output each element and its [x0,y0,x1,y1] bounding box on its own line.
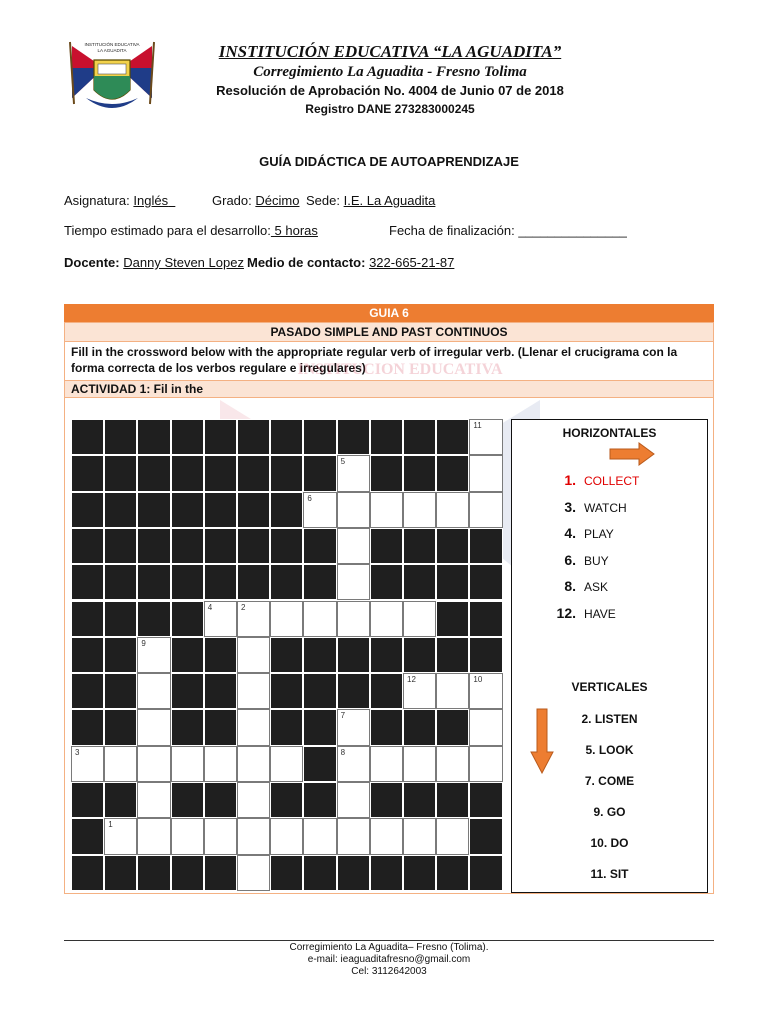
crossword-cell-blocked [171,855,204,891]
teacher-row [64,255,244,270]
clues-panel [511,419,708,893]
clue-number: 1 [108,820,113,830]
vertical-clue: 5. LOOK [585,743,634,757]
crossword-cell-blocked [436,419,469,455]
crossword-cell-blocked [237,564,270,600]
crossword-cell-blocked [71,709,104,745]
crossword-cell-blocked [337,419,370,455]
horizontal-clue [548,552,609,568]
vertical-clue: 7. COME [584,774,635,788]
crossword-cell-blank[interactable] [436,492,469,528]
crossword-cell-blank[interactable] [237,637,270,673]
crossword-cell-blocked [436,564,469,600]
vertical-clue: 10. DO [590,836,629,850]
crossword-cell-blocked [237,419,270,455]
crossword-cell-blocked [370,782,403,818]
time-value: 5 horas [274,223,318,238]
end-date-label: Fecha de finalización: [389,223,515,238]
crossword-cell-blocked [403,782,436,818]
arrow-right-icon [609,442,655,466]
crossword-cell-blank[interactable] [370,492,403,528]
end-date-row [389,223,627,238]
crossword-cell-blank[interactable] [237,818,270,854]
horizontal-clue [548,605,616,621]
crossword-cell-blocked [303,637,336,673]
crossword-cell-blocked [403,528,436,564]
subject-value: Inglés [133,193,169,208]
crossword-cell-blocked [204,492,237,528]
subject-label: Asignatura: [64,193,130,208]
crossword-cell-blocked [370,637,403,673]
crossword-cell-blocked [403,709,436,745]
crossword-cell-blocked [337,637,370,673]
crossword-cell-blocked [137,528,170,564]
clue-number: 7 [340,711,346,721]
site-row [306,193,435,208]
crossword-cell-blocked [370,455,403,491]
crossword-cell-blank[interactable] [337,528,370,564]
footer-divider [64,940,714,941]
crossword-cell-blocked [104,601,137,637]
grade-row [212,193,299,208]
clue-number: 11 [473,421,482,430]
crossword-cell-blank[interactable] [171,818,204,854]
clue-word: WATCH [584,500,627,515]
clue-number: 6 [307,493,312,503]
crossword-cell-blocked [469,528,502,564]
crossword-cell-blocked [171,528,204,564]
contact-row [247,255,454,270]
crossword-cell-blocked [403,419,436,455]
crossword-cell-blank[interactable] [337,746,370,782]
crossword-cell-blank[interactable] [71,746,104,782]
activity-label: ACTIVIDAD 1: Fil in the [64,380,714,398]
crossword-cell-blank[interactable] [237,601,270,637]
grade-value: Décimo [255,193,300,208]
crossword-cell-blank[interactable] [237,782,270,818]
crossword-cell-blocked [71,673,104,709]
crossword-cell-blocked [303,673,336,709]
clue-number: 2 [241,602,246,612]
vertical-clues-title: VERTICALES [571,680,648,694]
crossword-cell-blank[interactable] [104,746,137,782]
crossword-cell-blocked [171,601,204,637]
teacher-label: Docente: [64,255,120,270]
crossword-cell-blank[interactable] [303,492,336,528]
crossword-cell-blank[interactable] [403,601,436,637]
crossword-cell-blank[interactable] [337,709,370,745]
site-label: Sede: [306,193,340,208]
crossword-cell-blocked [104,855,137,891]
crossword-cell-blocked [370,673,403,709]
crossword-cell-blocked [370,855,403,891]
crossword-cell-blank[interactable] [204,746,237,782]
crossword-cell-blocked [303,419,336,455]
clue-index: 4. [564,525,576,541]
crossword-cell-blank[interactable] [137,782,170,818]
horizontal-clue [548,525,614,541]
crossword-cell-blocked [469,637,502,673]
clue-number: 3 [75,747,80,757]
crossword-cell-blocked [237,455,270,491]
crossword-cell-blocked [469,601,502,637]
clue-index: 8. [564,578,576,594]
crossword-cell-blocked [71,419,104,455]
crossword-cell-blocked [303,528,336,564]
crossword-cell-blank[interactable] [469,673,502,709]
crossword-cell-blocked [137,855,170,891]
clue-word: ASK [584,580,609,594]
crossword-cell-blank[interactable] [337,818,370,854]
footer-phone: Cel: 3112642003 [351,966,427,977]
contact-value: 322-665-21-87 [369,255,455,270]
crossword-cell-blocked [104,637,137,673]
crossword-cell-blank[interactable] [337,455,370,491]
crossword-cell-blocked [104,709,137,745]
clue-index: 12. [556,604,576,621]
crossword-cell-blocked [436,709,469,745]
crossword-cell-blocked [171,419,204,455]
crossword-cell-blank[interactable] [469,455,502,491]
crossword-cell-blocked [171,564,204,600]
crossword-cell-blank[interactable] [137,709,170,745]
crossword-cell-blocked [204,528,237,564]
crossword-cell-blank[interactable] [469,709,502,745]
vertical-clue: 2. LISTEN [581,712,638,726]
crossword-cell-blocked [137,419,170,455]
crossword-cell-blocked [137,601,170,637]
teacher-value: Danny Steven Lopez [123,255,244,270]
instructions-text: Fill in the crossword below with the appropriate regular verb of irregular verb. (Llenar el crucigrama con la forma correcta de los verbos regulare e irregulares) [64,342,714,380]
crossword-cell-blank[interactable] [337,564,370,600]
crossword-cell-blocked [104,419,137,455]
horizontal-clue [548,578,608,594]
crossword-cell-blocked [137,455,170,491]
crossword-cell-blocked [270,419,303,455]
crossword-cell-blocked [469,782,502,818]
crossword-cell-blocked [104,564,137,600]
crest-text: INSTITUCIÓN EDUCATIVA [84,42,140,47]
crossword-cell-blocked [104,492,137,528]
horizontal-clue [548,472,639,488]
clue-index: 6. [564,551,576,568]
crossword-cell-blocked [469,564,502,600]
crossword-cell-blank[interactable] [237,673,270,709]
crossword-cell-blocked [337,855,370,891]
clue-word: PLAY [584,527,614,541]
crossword-cell-blocked [204,855,237,891]
crossword-cell-blocked [71,782,104,818]
crossword-cell-blocked [436,528,469,564]
crossword-cell-blocked [71,637,104,673]
watermark-text: INSTITUCION EDUCATIVA [297,361,503,378]
crossword-cell-blank[interactable] [171,746,204,782]
crossword-cell-blocked [237,492,270,528]
guide-number-band: GUIA 6 [64,304,714,322]
crossword-cell-blank[interactable] [237,709,270,745]
crossword-cell-blank[interactable] [303,601,336,637]
clue-word: HAVE [584,606,616,621]
clue-number: 8 [340,747,346,757]
institution-location: Corregimiento La Aguadita - Fresno Tolima [253,64,527,80]
crossword-cell-blocked [71,564,104,600]
topic-band: PASADO SIMPLE AND PAST CONTINUOS [64,322,714,342]
crossword-cell-blocked [403,564,436,600]
crossword-cell-blocked [270,709,303,745]
crossword-cell-blocked [303,782,336,818]
crossword-cell-blocked [171,782,204,818]
crossword-cell-blocked [171,492,204,528]
crossword-cell-blank[interactable] [403,746,436,782]
subject-row [64,193,175,208]
crossword-cell-blocked [270,637,303,673]
crossword-cell-blocked [171,673,204,709]
clue-word: BUY [584,553,609,568]
crossword-cell-blocked [436,782,469,818]
clue-number: 4 [207,602,213,612]
contact-label: Medio de contacto: [247,255,366,270]
crossword-cell-blocked [403,855,436,891]
crossword-cell-blank[interactable] [403,673,436,709]
institution-crest [64,38,160,118]
crossword-cell-blocked [370,419,403,455]
crossword-cell-blocked [303,855,336,891]
clue-number: 12 [407,675,416,685]
crossword-cell-blocked [204,455,237,491]
crossword-cell-blocked [270,673,303,709]
footer-email: e-mail: ieaguaditafresno@gmail.com [307,954,471,965]
crossword-cell-blank[interactable] [403,818,436,854]
clue-number: 10 [473,675,483,685]
crossword-cell-blocked [270,855,303,891]
crossword-cell-blank[interactable] [370,746,403,782]
clue-index: 1. [564,472,576,488]
crossword-cell-blocked [204,673,237,709]
crossword-cell-blank[interactable] [204,601,237,637]
crossword-cell-blocked [370,528,403,564]
grade-label: Grado: [212,193,252,208]
horizontal-clue [548,499,627,515]
horizontal-clues-title: HORIZONTALES [562,426,657,440]
crossword-cell-blank[interactable] [469,746,502,782]
crossword-cell-blank[interactable] [237,746,270,782]
crossword-cell-blocked [71,601,104,637]
crossword-cell-blocked [270,528,303,564]
crossword-cell-blocked [469,818,502,854]
crossword-cell-blocked [71,455,104,491]
crossword-cell-blocked [303,746,336,782]
crossword-cell-blank[interactable] [469,492,502,528]
crossword-cell-blank[interactable] [370,818,403,854]
crossword-cell-blocked [403,637,436,673]
crossword-cell-blocked [204,419,237,455]
clue-number: 5 [340,457,346,467]
time-label: Tiempo estimado para el desarrollo: [64,223,271,238]
crossword-cell-blocked [303,564,336,600]
crossword-cell-blocked [270,564,303,600]
guide-title: GUÍA DIDÁCTICA DE AUTOAPRENDIZAJE [259,154,519,169]
crossword-cell-blocked [171,709,204,745]
crossword-cell-blocked [436,637,469,673]
crossword-cell-blank[interactable] [237,855,270,891]
crossword-cell-blank[interactable] [303,818,336,854]
crossword-cell-blocked [71,492,104,528]
crossword-cell-blank[interactable] [337,782,370,818]
crossword-cell-blank[interactable] [270,818,303,854]
crossword-cell-blank[interactable] [436,818,469,854]
crossword-cell-blocked [370,564,403,600]
site-value: I.E. La Aguadita [343,193,436,208]
crossword-cell-blocked [71,855,104,891]
crossword-cell-blocked [104,673,137,709]
dane-registry: Registro DANE 273283000245 [305,102,475,116]
crossword-cell-blank[interactable] [137,818,170,854]
crossword-cell-blocked [204,709,237,745]
crossword-cell-blank[interactable] [137,746,170,782]
time-row [64,223,318,238]
clue-number: 9 [141,638,146,648]
crossword-cell-blocked [436,855,469,891]
crossword-cell-blocked [71,528,104,564]
crossword-cell-blank[interactable] [403,492,436,528]
crossword-cell-blocked [403,455,436,491]
crossword-cell-blocked [204,564,237,600]
crossword-cell-blocked [370,709,403,745]
crossword-cell-blank[interactable] [370,601,403,637]
clue-word: COLLECT [584,474,640,488]
crossword-cell-blocked [171,455,204,491]
crossword-cell-blank[interactable] [337,601,370,637]
crossword-grid[interactable] [71,419,503,891]
crossword-cell-blocked [171,637,204,673]
crossword-cell-blank[interactable] [337,492,370,528]
crossword-cell-blocked [104,782,137,818]
crossword-cell-blocked [104,455,137,491]
crossword-cell-blocked [137,564,170,600]
end-date-blank: _______________ [518,223,627,238]
crossword-cell-blocked [270,455,303,491]
resolution-text: Resolución de Aprobación No. 4004 de Junio 07 de 2018 [216,83,564,98]
crossword-cell-blocked [137,492,170,528]
crossword-cell-blocked [436,601,469,637]
crossword-cell-blank[interactable] [137,673,170,709]
crossword-cell-blocked [237,528,270,564]
crossword-cell-blank[interactable] [436,673,469,709]
crossword-cell-blocked [270,492,303,528]
crossword-cell-blank[interactable] [436,746,469,782]
crossword-cell-blocked [303,709,336,745]
crossword-cell-blank[interactable] [137,637,170,673]
institution-name: INSTITUCIÓN EDUCATIVA “LA AGUADITA” [218,42,562,61]
crossword-cell-blank[interactable] [469,419,502,455]
svg-text:LA AGUADITA: LA AGUADITA [97,48,127,53]
footer-address: Corregimiento La Aguadita– Fresno (Tolima). [289,942,489,953]
crossword-cell-blocked [204,637,237,673]
vertical-clue: 11. SIT [590,867,629,881]
crossword-cell-blocked [104,528,137,564]
crossword-cell-blocked [469,855,502,891]
crossword-cell-blocked [204,782,237,818]
clue-index: 3. [564,498,576,515]
crossword-cell-blocked [270,782,303,818]
crossword-cell-blocked [303,455,336,491]
vertical-clue: 9. GO [593,805,626,819]
crossword-cell-blocked [71,818,104,854]
crossword-cell-blank[interactable] [270,746,303,782]
crossword-cell-blank[interactable] [270,601,303,637]
crossword-cell-blocked [337,673,370,709]
crossword-cell-blank[interactable] [104,818,137,854]
crossword-cell-blocked [436,455,469,491]
crossword-cell-blank[interactable] [204,818,237,854]
